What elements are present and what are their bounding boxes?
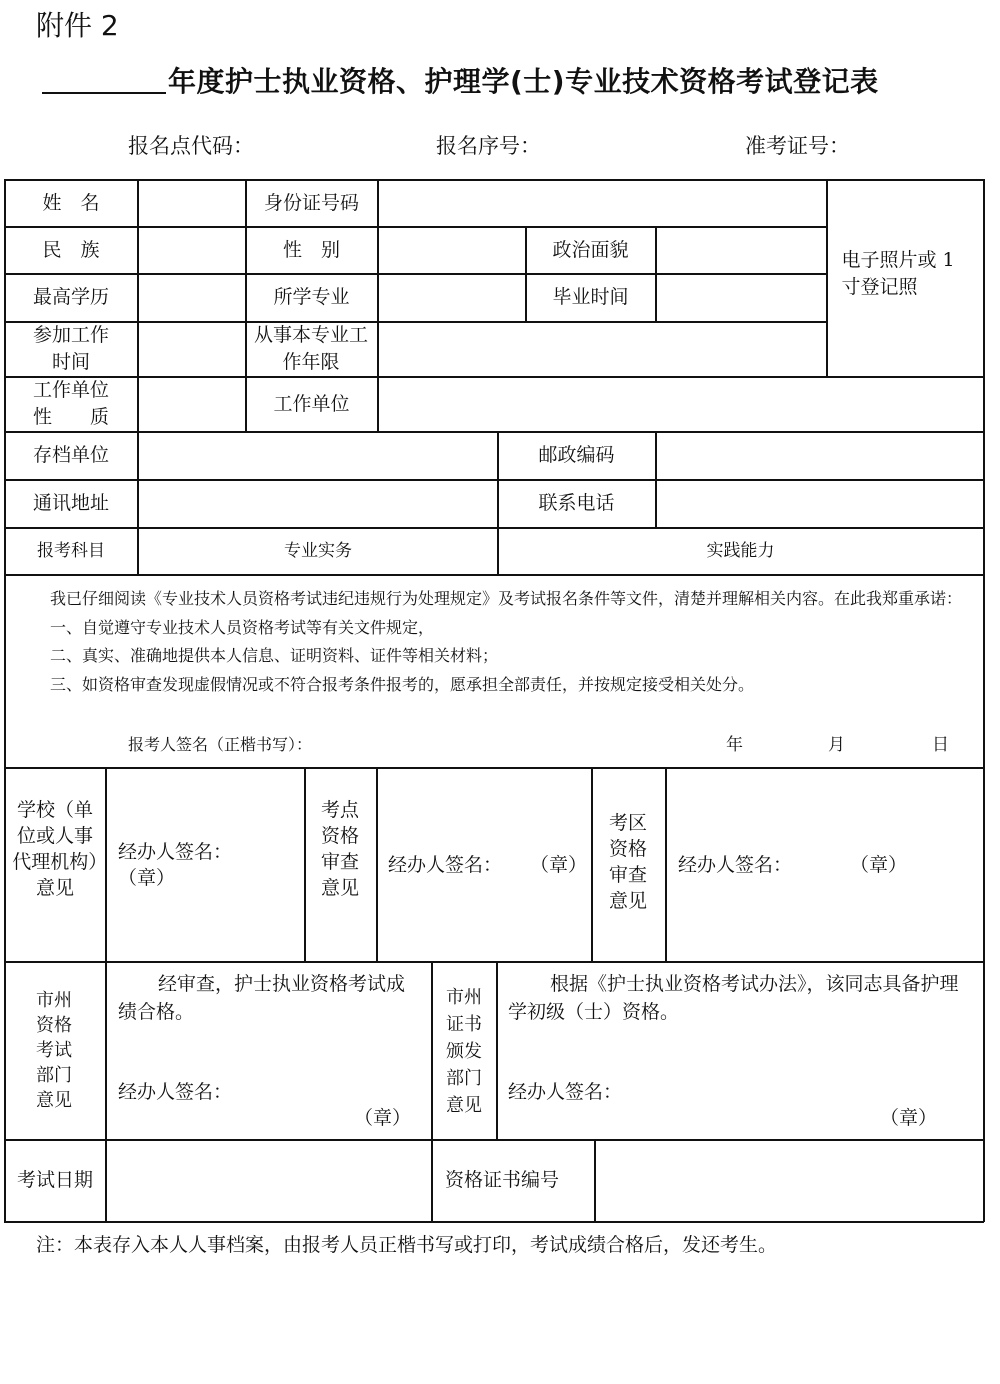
postcode-input[interactable]: [657, 432, 983, 479]
site-review-label: 考点资格审查意见: [320, 799, 359, 899]
id-number-label: 身份证号码: [263, 191, 359, 214]
city-cert-text: 根据《护士执业资格考试办法》，该同志具备护理学初级（士）资格。: [508, 973, 959, 1023]
political-label: 政治面貌: [552, 238, 629, 261]
city-cert-signature-field[interactable]: [630, 1076, 970, 1104]
name-input[interactable]: [139, 180, 245, 226]
grad-time-input[interactable]: [657, 274, 826, 321]
city-exam-handler-label: 经办人签名：: [118, 1081, 233, 1103]
declaration-intro: 我已仔细阅读《专业技术人员资格考试违纪违规行为处理规定》及考试报名条件等文件，清楚并理解相关内容。在此我郑重承诺：: [50, 589, 963, 608]
declaration-item-3: 三、如资格审查发现虚假情况或不符合报考条件报考的，愿承担全部责任，并按规定接受相关处分。: [50, 674, 755, 694]
unit-input[interactable]: [379, 377, 983, 431]
grad-time-label: 毕业时间: [552, 286, 629, 308]
unit-label: 工作单位: [273, 392, 350, 415]
unit-nature-label: 工作单位性 质: [32, 379, 109, 428]
ethnicity-label: 民 族: [42, 238, 100, 261]
photo-box[interactable]: [828, 180, 983, 376]
city-exam-label: 市州资格考试部门意见: [36, 990, 72, 1111]
site-signature-field[interactable]: [378, 890, 589, 958]
photo-label: 电子照片或 1 寸登记照: [841, 249, 955, 298]
date-year: 年: [726, 735, 743, 755]
address-input[interactable]: [139, 480, 497, 527]
exam-date-label: 考试日期: [16, 1169, 93, 1191]
unit-nature-input[interactable]: [139, 377, 245, 431]
city-exam-text: 经审查，护士执业资格考试成绩合格。: [118, 973, 406, 1023]
site-handler-label: 经办人签名：: [388, 854, 503, 876]
admission-ticket-number: 准考证号：: [745, 134, 850, 158]
cert-number-label: 资格证书编号: [445, 1169, 560, 1191]
work-years-input[interactable]: [379, 322, 826, 376]
registration-number: 报名序号：: [436, 134, 541, 158]
postcode-label: 邮政编码: [538, 444, 615, 466]
major-label: 所学专业: [273, 286, 350, 308]
school-signature-field[interactable]: [107, 900, 302, 958]
declaration-item-1: 一、自觉遵守专业技术人员资格考试等有关文件规定，: [50, 617, 435, 637]
political-input[interactable]: [657, 227, 826, 273]
site-seal: （章）: [530, 854, 588, 876]
district-handler-label: 经办人签名：: [678, 854, 793, 876]
exam-date-input[interactable]: [107, 1140, 431, 1221]
subject-ability-option[interactable]: 实践能力: [706, 540, 775, 561]
school-opinion-label: 学校（单位或人事代理机构）意见: [12, 799, 98, 899]
id-number-input[interactable]: [379, 180, 826, 226]
work-start-label: 参加工作时间: [32, 324, 109, 373]
city-exam-seal: （章）: [354, 1107, 412, 1129]
cert-number-input[interactable]: [596, 1140, 983, 1221]
archive-unit-input[interactable]: [139, 432, 497, 479]
applicant-signature-label: 报考人签名（正楷书写）：: [128, 735, 313, 754]
gender-label: 性 别: [282, 238, 340, 261]
address-label: 通讯地址: [32, 492, 109, 514]
date-month: 月: [828, 735, 845, 755]
declaration: [16, 585, 976, 699]
major-input[interactable]: [379, 274, 525, 321]
work-years-label: 从事本专业工作年限: [254, 324, 369, 373]
name-label: 姓 名: [42, 191, 100, 214]
date-day: 日: [932, 735, 949, 755]
district-signature-field[interactable]: [667, 890, 981, 958]
gender-input[interactable]: [379, 227, 525, 273]
education-label: 最高学历: [32, 286, 109, 308]
subject-practice-option[interactable]: 专业实务: [284, 540, 352, 561]
school-handler-label: 经办人签名：: [118, 841, 233, 863]
phone-input[interactable]: [657, 480, 983, 527]
subjects-label: 报考科目: [37, 540, 105, 561]
phone-label: 联系电话: [538, 492, 615, 514]
applicant-signature-field[interactable]: [340, 731, 700, 759]
attachment-label: 附件 2: [36, 9, 119, 42]
work-start-input[interactable]: [139, 322, 245, 376]
year-blank-line[interactable]: [42, 92, 166, 94]
school-seal: （章）: [118, 867, 176, 889]
education-input[interactable]: [139, 274, 245, 321]
ethnicity-input[interactable]: [139, 227, 245, 273]
archive-unit-label: 存档单位: [32, 444, 109, 466]
title-block: [40, 58, 960, 102]
city-cert-handler-label: 经办人签名：: [508, 1081, 623, 1103]
city-cert-seal: （章）: [880, 1107, 938, 1129]
city-exam-signature-field[interactable]: [240, 1076, 425, 1104]
city-cert-label: 市州证书颁发部门意见: [446, 987, 482, 1116]
footer-note: 注：本表存入本人人事档案，由报考人员正楷书写或打印，考试成绩合格后，发还考生。: [36, 1234, 778, 1256]
registration-site-code: 报名点代码：: [128, 134, 254, 158]
district-review-label: 考区资格审查意见: [608, 812, 647, 912]
district-seal: （章）: [850, 854, 908, 876]
declaration-item-2: 二、真实、准确地提供本人信息、证明资料、证件等相关材料；: [50, 646, 499, 665]
form-title: 年度护士执业资格、护理学(士)专业技术资格考试登记表: [168, 65, 879, 98]
